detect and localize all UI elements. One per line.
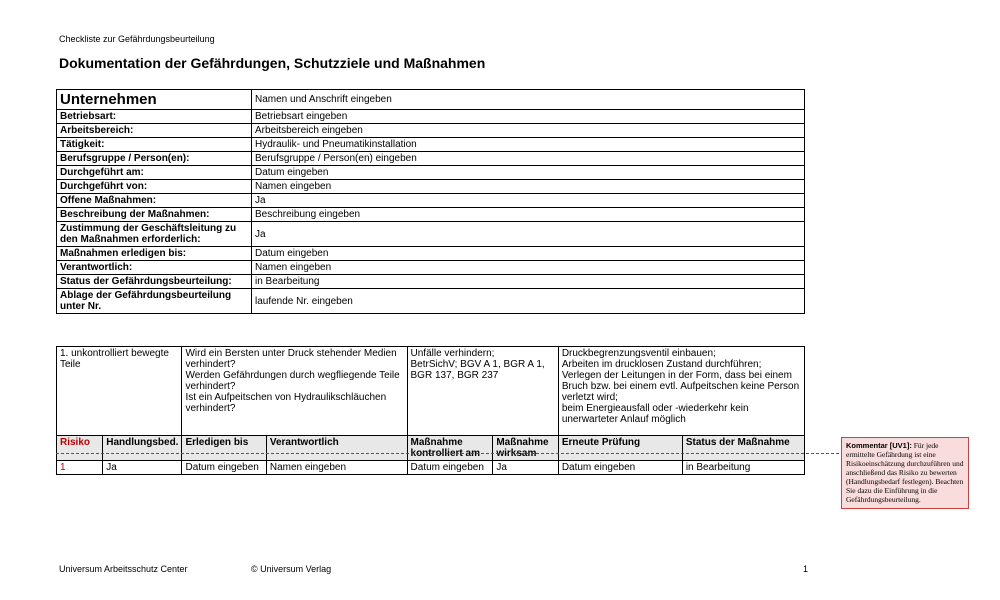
info-label: Tätigkeit: [57,138,252,152]
column-value[interactable]: Datum eingeben [558,461,682,475]
column-value[interactable]: Datum eingeben [407,461,493,475]
info-label: Beschreibung der Maßnahmen: [57,208,252,222]
comment-text: Für jede ermittelte Gefährdung ist eine Risikoeinschätzung durchzuführen und anschließend das Risiko zu bewerten (Handlungsbedarf festlegen). Beachten Sie dazu die Einführung in die Gefährdungsbeurteilung. [846,441,964,504]
info-value[interactable]: Beschreibung eingeben [252,208,805,222]
hazard-table [56,346,805,475]
company-info-table [56,89,805,314]
info-value[interactable]: Berufsgruppe / Person(en) eingeben [252,152,805,166]
footer-center: © Universum Verlag [251,564,332,574]
info-value[interactable]: Namen eingeben [252,261,805,275]
info-value[interactable]: Datum eingeben [252,166,805,180]
info-label: Zustimmung der Geschäftsleitung zu den Maßnahmen erforderlich: [57,222,252,247]
column-header: Handlungsbed. [103,436,182,461]
info-value[interactable]: Ja [252,194,805,208]
info-row [57,180,805,194]
comment-label: Kommentar [UV1]: [846,441,912,450]
hazard-description: 1. unkontrolliert bewegte Teile [57,347,182,436]
column-header: Maßnahme kontrolliert am [407,436,493,461]
column-header: Status der Maßnahme [682,436,804,461]
column-value[interactable]: in Bearbeitung [682,461,804,475]
info-value[interactable]: laufende Nr. eingeben [252,289,805,314]
measures-list [558,347,804,436]
info-row [57,138,805,152]
info-row [57,166,805,180]
hazard-questions: Wird ein Bersten unter Druck stehender Medien verhindert? Werden Gefährdungen durch wegfliegende Teile verhindert? Ist ein Aufpeitschen von Hydraulikschläuchen verhindert? [182,347,407,436]
column-value[interactable]: 1 [57,461,103,475]
column-header: Erneute Prüfung [558,436,682,461]
column-value[interactable]: Ja [493,461,558,475]
document-title: Dokumentation der Gefährdungen, Schutzziele und Maßnahmen [59,55,486,71]
info-label: Durchgeführt am: [57,166,252,180]
column-value[interactable]: Ja [103,461,182,475]
column-header: Verantwortlich [266,436,407,461]
info-label: Status der Gefährdungsbeurteilung: [57,275,252,289]
info-label: Betriebsart: [57,110,252,124]
comment-anchor-line [56,453,844,454]
measure-item: beim Energieausfall oder -wiederkehr kein unerwarteter Anlauf möglich [561,403,749,425]
measure-item: Arbeiten im drucklosen Zustand durchführen; [561,359,762,370]
info-row [57,110,805,124]
info-value[interactable]: Hydraulik- und Pneumatikinstallation [252,138,805,152]
measure-item: Verlegen der Leitungen in der Form, dass bei einem Bruch bzw. bei einem evtl. Aufpeitschen keine Person verletzt wird; [561,370,800,403]
info-row [57,222,805,247]
info-value[interactable]: Arbeitsbereich eingeben [252,124,805,138]
info-row [57,152,805,166]
info-label: Maßnahmen erledigen bis: [57,247,252,261]
info-row [57,289,805,314]
info-label: Durchgeführt von: [57,180,252,194]
info-value[interactable]: Namen und Anschrift eingeben [252,90,805,110]
column-header: Erledigen bis [182,436,266,461]
measure-item: Druckbegrenzungsventil einbauen; [561,348,716,359]
info-label: Offene Maßnahmen: [57,194,252,208]
info-value[interactable]: Namen eingeben [252,180,805,194]
info-label: Unternehmen [57,90,252,110]
info-label: Arbeitsbereich: [57,124,252,138]
info-row [57,275,805,289]
info-value[interactable]: Betriebsart eingeben [252,110,805,124]
column-value[interactable]: Namen eingeben [266,461,407,475]
footer-left: Universum Arbeitsschutz Center [59,564,188,574]
info-label: Ablage der Gefährdungsbeurteilung unter Nr. [57,289,252,314]
checklist-title: Checkliste zur Gefährdungsbeurteilung [59,34,215,44]
info-row [57,194,805,208]
info-value[interactable]: Datum eingeben [252,247,805,261]
info-row [57,247,805,261]
info-row [57,261,805,275]
info-row [57,208,805,222]
info-label: Verantwortlich: [57,261,252,275]
page-number: 1 [803,564,809,574]
protection-objectives: Unfälle verhindern; BetrSichV; BGV A 1, BGR A 1, BGR 137, BGR 237 [407,347,558,436]
info-row [57,90,805,110]
info-value[interactable]: Ja [252,222,805,247]
info-row [57,124,805,138]
column-value[interactable]: Datum eingeben [182,461,266,475]
comment-box[interactable] [841,437,969,509]
column-header: Maßnahme wirksam [493,436,558,461]
column-header: Risiko [57,436,103,461]
info-label: Berufsgruppe / Person(en): [57,152,252,166]
info-value[interactable]: in Bearbeitung [252,275,805,289]
